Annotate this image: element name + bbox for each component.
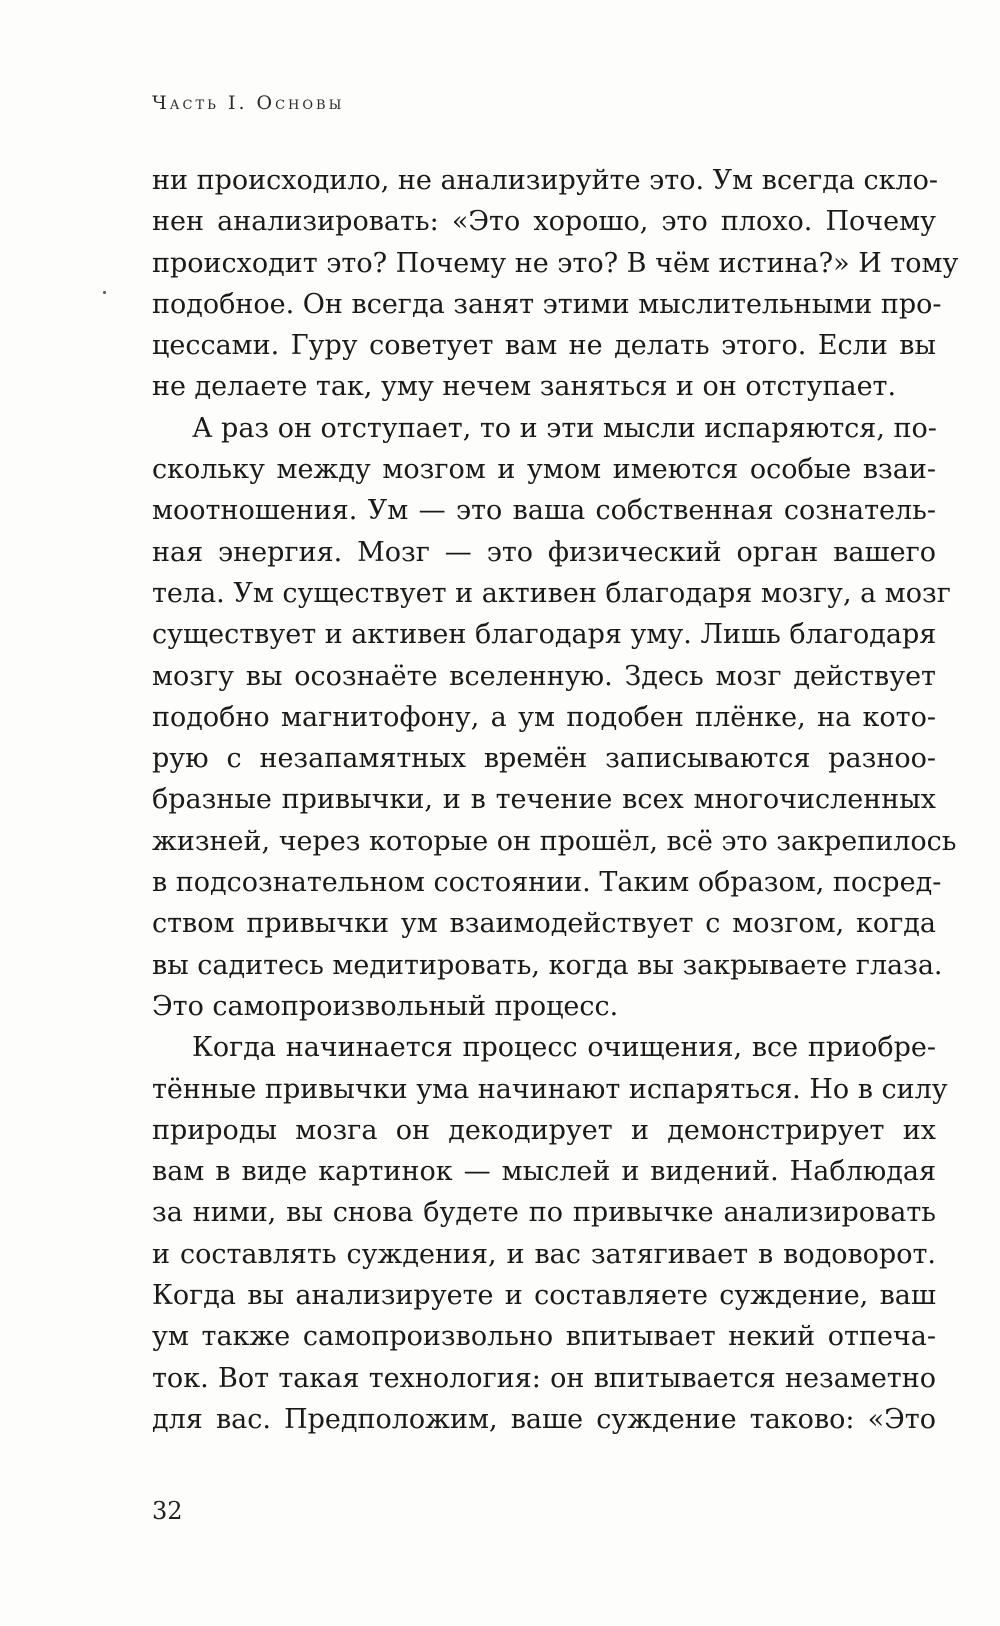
text-line: и составлять суждения, и вас затягивает в водоворот. (152, 1238, 936, 1270)
paragraph-first-line: Когда начинается процесс очищения, все приобре- (192, 1032, 936, 1064)
text-line: ством привычки ум взаимодействует с мозгом, когда (152, 908, 936, 940)
text-line: ум также самопроизвольно впитывает некий отпеча- (152, 1321, 936, 1353)
text-line: жизней, через которые он прошёл, всё это закрепилось (152, 825, 957, 857)
text-line: бразные привычки, и в течение всех многочисленных (152, 784, 936, 816)
text-line: ная энергия. Мозг — это физический орган вашего (152, 536, 936, 568)
text-line: мозгу вы осознаёте вселенную. Здесь мозг действует (152, 660, 936, 692)
text-line: нен анализировать: «Это хорошо, это плохо. Почему (152, 206, 936, 238)
body-text (152, 160, 959, 1440)
text-line: Когда вы анализируете и составляете суждение, ваш (152, 1280, 936, 1312)
text-line: ток. Вот такая технология: он впитывается незаметно (152, 1362, 936, 1394)
text-line: происходит это? Почему не это? В чём истина?» И тому (152, 247, 959, 279)
text-line: тела. Ум существует и активен благодаря мозгу, а мозг (152, 577, 951, 609)
text-line: скольку между мозгом и умом имеются особые взаи- (152, 454, 936, 486)
text-line: вы садитесь медитировать, когда вы закрываете глаза. (152, 949, 943, 981)
text-line: не делаете так, уму нечем заняться и он отступает. (152, 371, 897, 403)
text-line: за ними, вы снова будете по привычке анализировать (152, 1197, 936, 1229)
stray-ink-mark (103, 291, 106, 294)
text-line: рую с незапамятных времён записываются разноо- (152, 743, 936, 775)
text-line: Это самопроизвольный процесс. (152, 990, 619, 1022)
text-line: подобное. Он всегда занят этими мыслительными про- (152, 288, 942, 320)
text-line: вам в виде картинок — мыслей и видений. Наблюдая (152, 1156, 936, 1188)
page-number: 32 (152, 1497, 183, 1525)
text-line: тённые привычки ума начинают испаряться. Но в силу (152, 1073, 948, 1105)
running-head: Часть I. Основы (152, 92, 345, 114)
paragraph-first-line: А раз он отступает, то и эти мысли испаряются, по- (192, 412, 937, 444)
text-line: подобно магнитофону, а ум подобен плёнке, на кото- (152, 701, 936, 733)
text-line: в подсознательном состоянии. Таким образом, посред- (152, 867, 942, 899)
text-line: моотношения. Ум — это ваша собственная сознатель- (152, 495, 936, 527)
text-line: цессами. Гуру советует вам не делать этого. Если вы (152, 330, 936, 362)
text-line: ни происходило, не анализируйте это. Ум всегда скло- (152, 165, 939, 196)
text-line: существует и активен благодаря уму. Лишь благодаря (152, 619, 937, 651)
text-line: природы мозга он декодирует и демонстрирует их (152, 1114, 936, 1146)
text-line: для вас. Предположим, ваше суждение таково: «Это (152, 1403, 936, 1435)
